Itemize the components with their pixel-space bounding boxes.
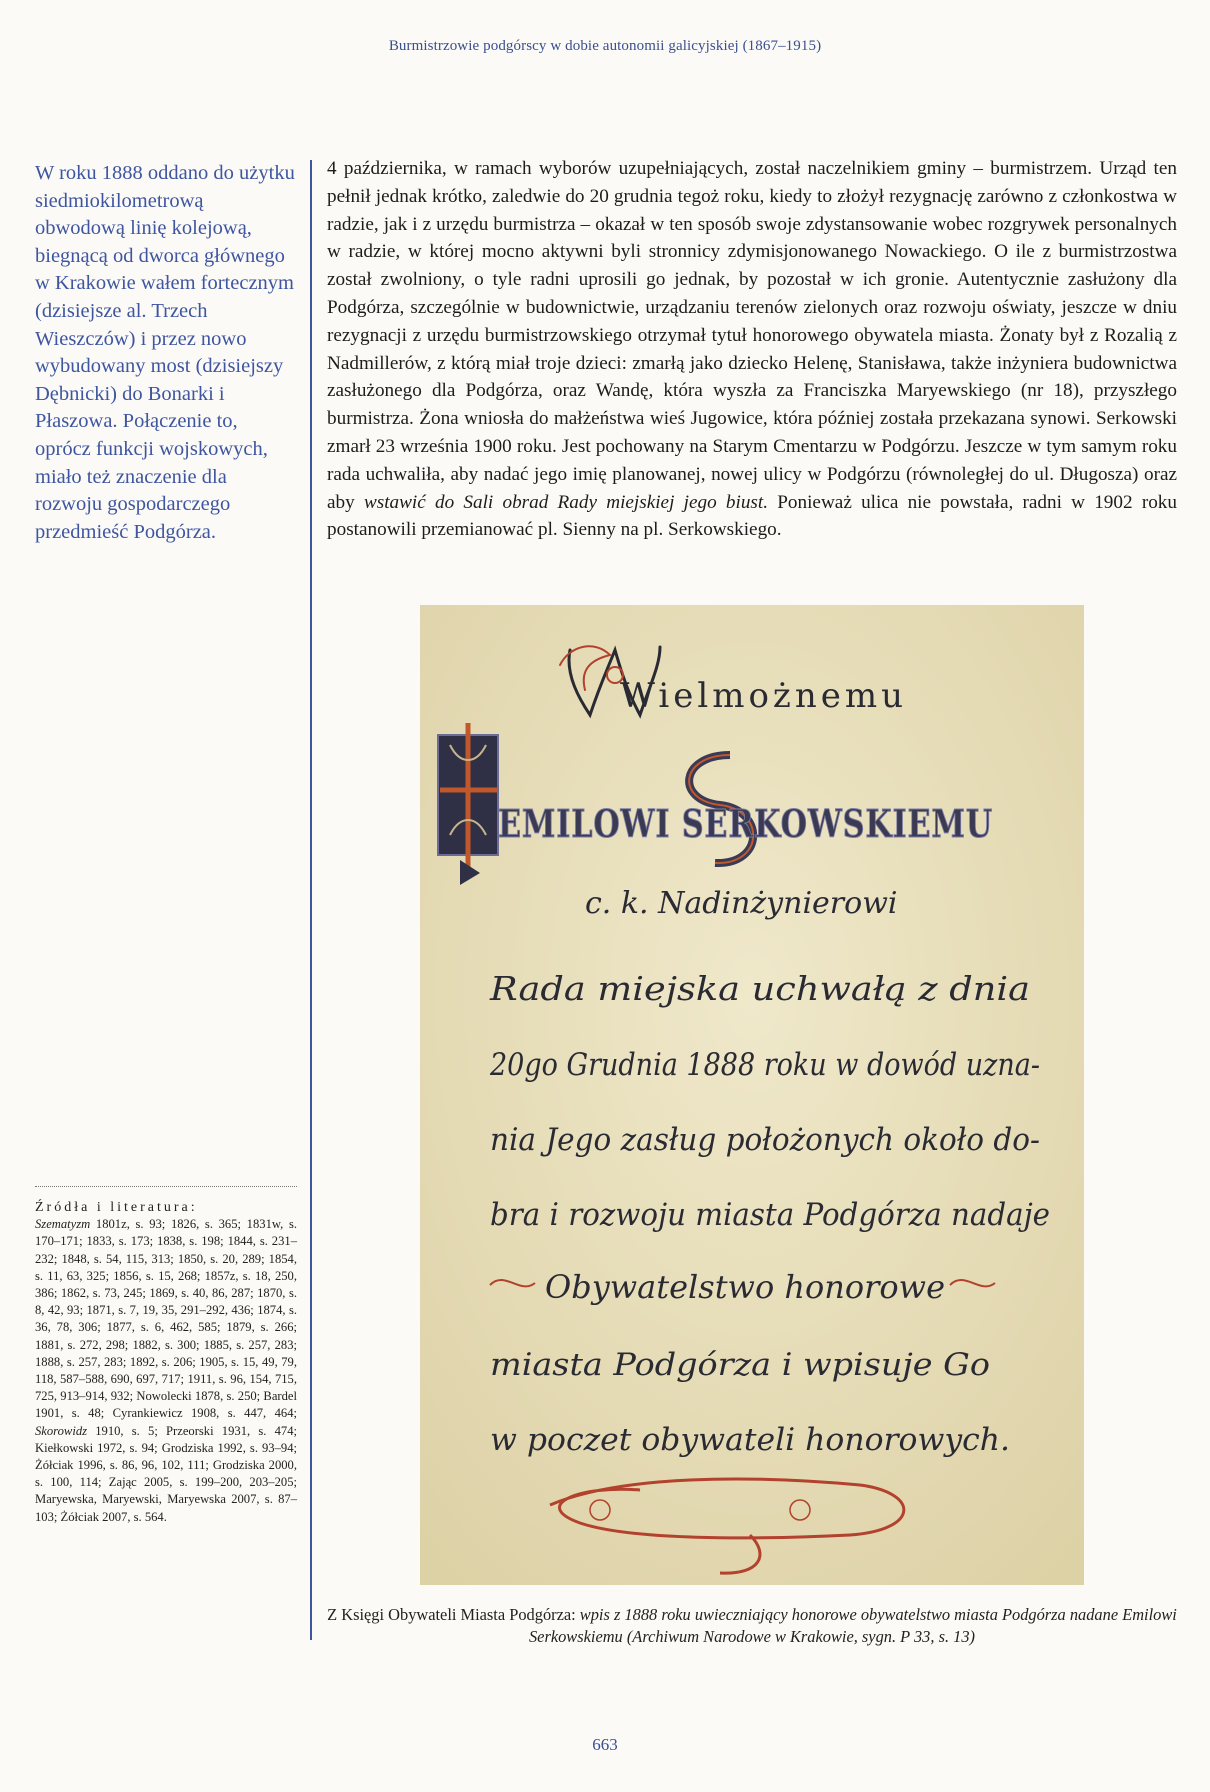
doc-line5: 20go Grudnia 1888 roku w dowód uzna- (489, 1047, 1040, 1083)
sidebar-text: W roku 1888 oddano do użytku siedmiokilometrową obwodową linię kolejową, biegnącą od dworca głównego w Krakowie wałem fortecznym (dzisiejsze al. Trzech Wieszczów) i przez nowo wybudowany most (dzisiejszy Dębnicki) do Bonarki i Płaszowa. Połączenie to, oprócz funkcji wojskowych, miało też znaczenie dla rozwoju gospodarczego przedmieść Podgórza. (35, 162, 295, 543)
sources-part2-italic: Skorowidz (35, 1423, 88, 1438)
sources-title: Źródła i literatura: (35, 1200, 198, 1215)
doc-line7: bra i rozwoju miasta Podgórza nadaje (490, 1197, 1050, 1233)
sources-block (35, 1186, 297, 1526)
running-head: Burmistrzowie podgórscy w dobie autonomii galicyjskiej (1867–1915) (388, 38, 822, 54)
main-text (327, 155, 1177, 544)
doc-line10: w poczet obywateli honorowych. (490, 1422, 1010, 1458)
caption-italic: wpis z 1888 roku uwieczniający honorowe obywatelstwo miasta Podgórza nadane Emilowi Serkowskiemu (Archiwum Narodowe w Krakowie, sygn. P 33, s. 13) (528, 1605, 1177, 1646)
caption-lead: Z Księgi Obywateli Miasta Podgórza: (327, 1605, 576, 1624)
doc-line2: EMILOWI SERKOWSKIEMU (498, 801, 993, 846)
doc-line3: c. k. Nadinżynierowi (585, 886, 898, 921)
main-paragraph (327, 155, 1177, 544)
document-svg (420, 605, 1084, 1585)
doc-line9: miasta Podgórza i wpisuje Go (490, 1347, 990, 1383)
sources-part1-italic: Szematyzm (35, 1217, 91, 1232)
figure-caption (327, 1604, 1177, 1648)
sidebar-note (35, 160, 297, 546)
doc-line1: Wielmożnemu (620, 676, 907, 716)
main-text-a: 4 października, w ramach wyborów uzupełniających, został naczelnikiem gminy – burmistrzem. Urząd ten pełnił jednak krótko, zaledwie do 20 grudnia tegoż roku, kiedy to złożył rezygnację zarówno z członkostwa w radzie, jak i z urzędu burmistrza – okazał w ten sposób swoje zdystansowanie wobec rozgrywek personalnych w radzie, w której mocno aktywni byli stronnicy zdymisjonowanego Nowackiego. O ile z burmistrzostwa został zwolniony, o tyle radni uprosili go jednak, by pozostał w ich gronie. Autentycznie zasłużony dla Podgórza, szczególnie w budownictwie, urządzaniu terenów zielonych oraz rozwoju oświaty, jeszcze w dniu rezygnacji z urzędu burmistrzowskiego otrzymał tytuł honorowego obywatela miasta. Żonaty był z Rozalią z Nadmillerów, z którą miał troje dzieci: zmarłą jako dziecko Helenę, Stanisława, także inżyniera budownictwa zasłużonego dla Podgórza, oraz Wandę, która wyszła za Franciszka Maryewskiego (nr 18), przyszłego burmistrza. Żona wniosła do małżeństwa wieś Jugowice, która później została przekazana synowi. Serkowski zmarł 23 września 1900 roku. Jest pochowany na Starym Cmentarzu w Podgórzu. Jeszcze w tym samym roku rada uchwaliła, aby nadać jego imię planowanej, nowej ulicy w Podgórzu (równoległej do ul. Długosza) oraz aby (327, 158, 1177, 513)
sources-part2: 1910, s. 5; Przeorski 1931, s. 474; Kiełkowski 1972, s. 94; Grodziska 1992, s. 93–94; Żółciak 1996, s. 86, 96, 102, 111; Grodziska 2000, s. 100, 114; Zając 2005, s. 199–200, 203–205; Maryewska, Maryewski, Maryewska 2007, s. 87–103; Żółciak 2007, s. 564. (35, 1423, 297, 1524)
column-divider (310, 160, 312, 1640)
main-text-b: Ponieważ ulica nie powstała, radni w 1902 roku postanowili przemianować pl. Sienny na pl. Serkowskiego. (327, 491, 1177, 541)
doc-line4: Rada miejska uchwałą z dnia (488, 969, 1030, 1008)
doc-line6: nia Jego zasług położonych około do- (490, 1122, 1040, 1158)
page-number: 663 (592, 1735, 618, 1754)
main-text-italic: wstawić do Sali obrad Rady miejskiej jego biust. (363, 491, 769, 513)
illuminated-document (420, 605, 1084, 1585)
doc-line8: Obywatelstwo honorowe (545, 1268, 945, 1306)
sources-part1: 1801z, s. 93; 1826, s. 365; 1831w, s. 170–171; 1833, s. 173; 1838, s. 198; 1844, s. 231–232; 1848, s. 54, 115, 313; 1850, s. 20, 289; 1854, s. 11, 63, 325; 1856, s. 15, 268; 1857z, s. 18, 250, 386; 1862, s. 73, 245; 1869, s. 40, 86, 287; 1870, s. 8, 42, 93; 1871, s. 7, 19, 35, 291–292, 436; 1874, s. 36, 78, 306; 1877, s. 6, 462, 585; 1879, s. 266; 1881, s. 272, 298; 1882, s. 300; 1885, s. 257, 283; 1888, s. 257, 283; 1892, s. 206; 1905, s. 15, 49, 79, 118, 587–588, 690, 697, 717; 1911, s. 96, 154, 715, 725, 913–914, 932; Nowolecki 1878, s. 250; Bardel 1901, s. 48; Cyrankiewicz 1908, s. 447, 464; (35, 1217, 297, 1421)
